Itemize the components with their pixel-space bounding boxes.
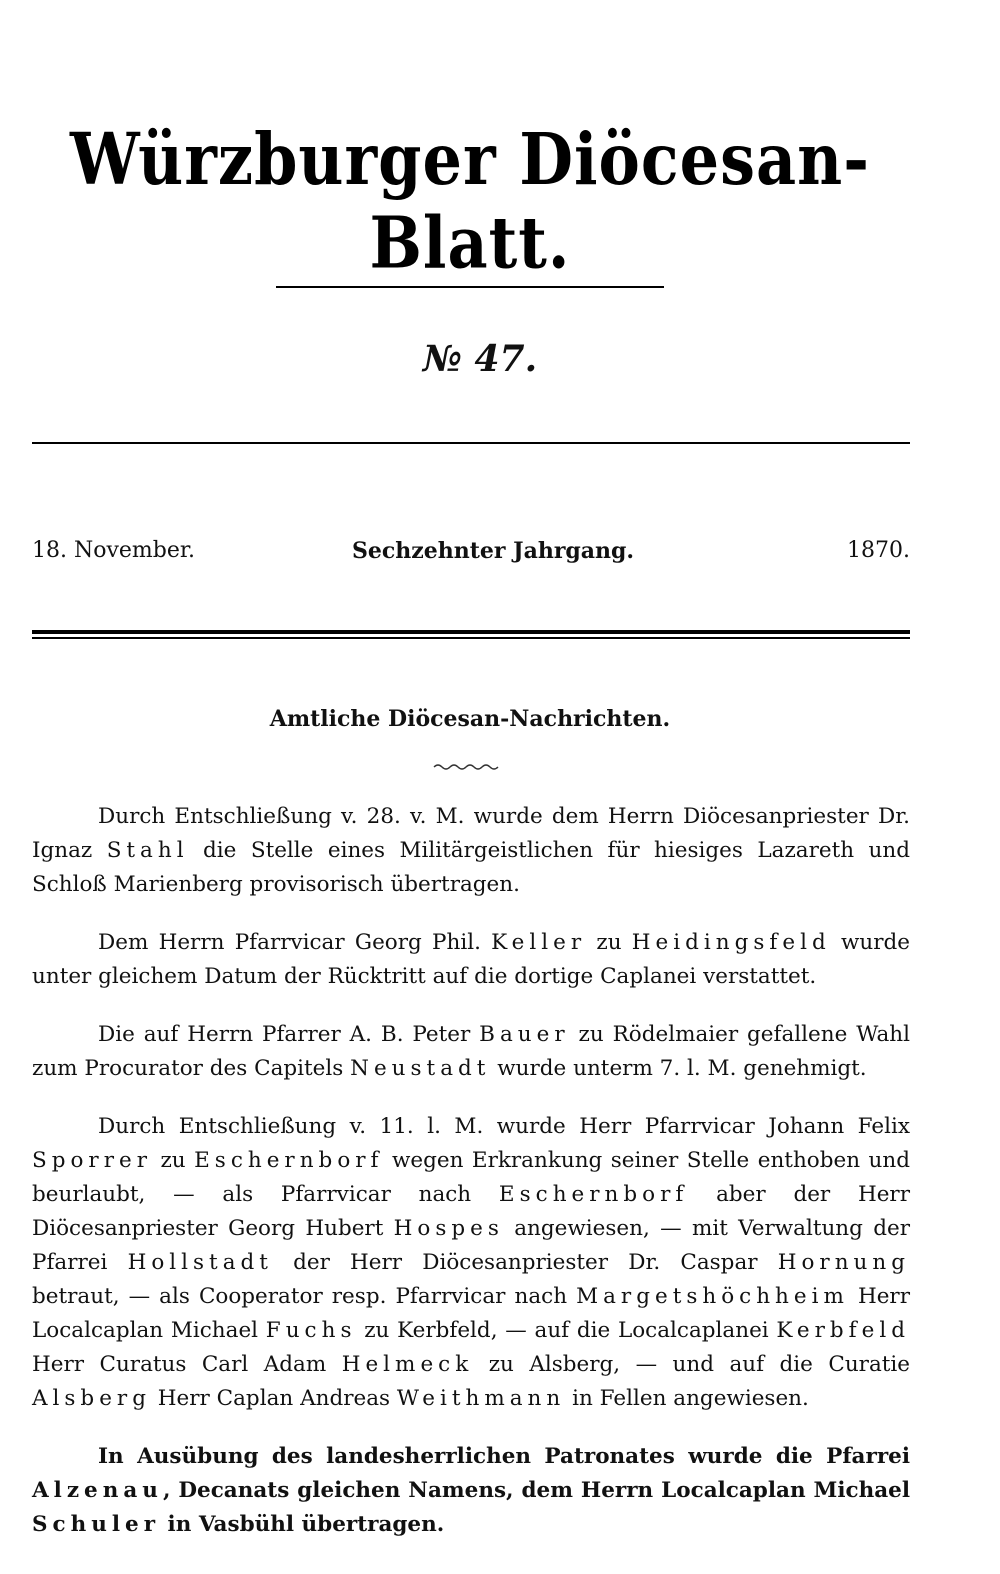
issue-year: 1870. <box>847 538 910 563</box>
section-title: Amtliche Diöcesan-Nachrichten. <box>269 706 671 732</box>
dateline-divider-thick <box>32 630 910 634</box>
header-divider <box>32 442 910 444</box>
paragraph-2: Dem Herrn Pfarrvicar Georg Phil. Keller zu Heidingsfeld wurde unter gleichem Datum der Rücktritt auf die dortige Caplanei verstattet. <box>32 930 910 989</box>
ornament-squiggle <box>432 762 504 772</box>
issue-number: № 47. <box>422 338 538 380</box>
masthead-title: Würzburger Diöcesan-Blatt. <box>70 117 870 285</box>
issue-date: 18. November. <box>32 538 195 563</box>
masthead-divider <box>276 286 664 288</box>
paragraph-1: Durch Entschließung v. 28. v. M. wurde dem Herrn Diöcesanpriester Dr. Ignaz Stahl die Stelle eines Militärgeistlichen für hiesiges Lazareth und Schloß Marienberg provisorisch übertragen. <box>32 804 910 897</box>
dateline <box>32 538 910 574</box>
dateline-divider-thin <box>32 637 910 639</box>
volume-label: Sechzehnter Jahrgang. <box>352 538 635 564</box>
paragraph-5: In Ausübung des landesherrlichen Patronates wurde die Pfarrei Alzenau, Decanats gleichen Namens, dem Herrn Localcaplan Michael Schuler in Vasbühl übertragen. <box>32 1444 910 1537</box>
article-body <box>32 800 910 1566</box>
paragraph-4: Durch Entschließung v. 11. l. M. wurde Herr Pfarrvicar Johann Felix Sporrer zu Eschernborf wegen Erkrankung seiner Stelle enthoben und beurlaubt, — als Pfarrvicar nach Eschernborf aber der Herr Diöcesanpriester Georg Hubert Hospes angewiesen, — mit Verwaltung der Pfarrei Hollstadt der Herr Diöcesanpriester Dr. Caspar Hornung betraut, — als Cooperator resp. Pfarrvicar nach Margetshöchheim Herr Localcaplan Michael Fuchs zu Kerbfeld, — auf die Localcaplanei Kerbfeld Herr Curatus Carl Adam Helmeck zu Alsberg, — und auf die Curatie Alsberg Herr Caplan Andreas Weithmann in Fellen angewiesen. <box>32 1114 910 1411</box>
paragraph-3: Die auf Herrn Pfarrer A. B. Peter Bauer zu Rödelmaier gefallene Wahl zum Procurator des Capitels Neustadt wurde unterm 7. l. M. genehmigt. <box>32 1022 910 1081</box>
